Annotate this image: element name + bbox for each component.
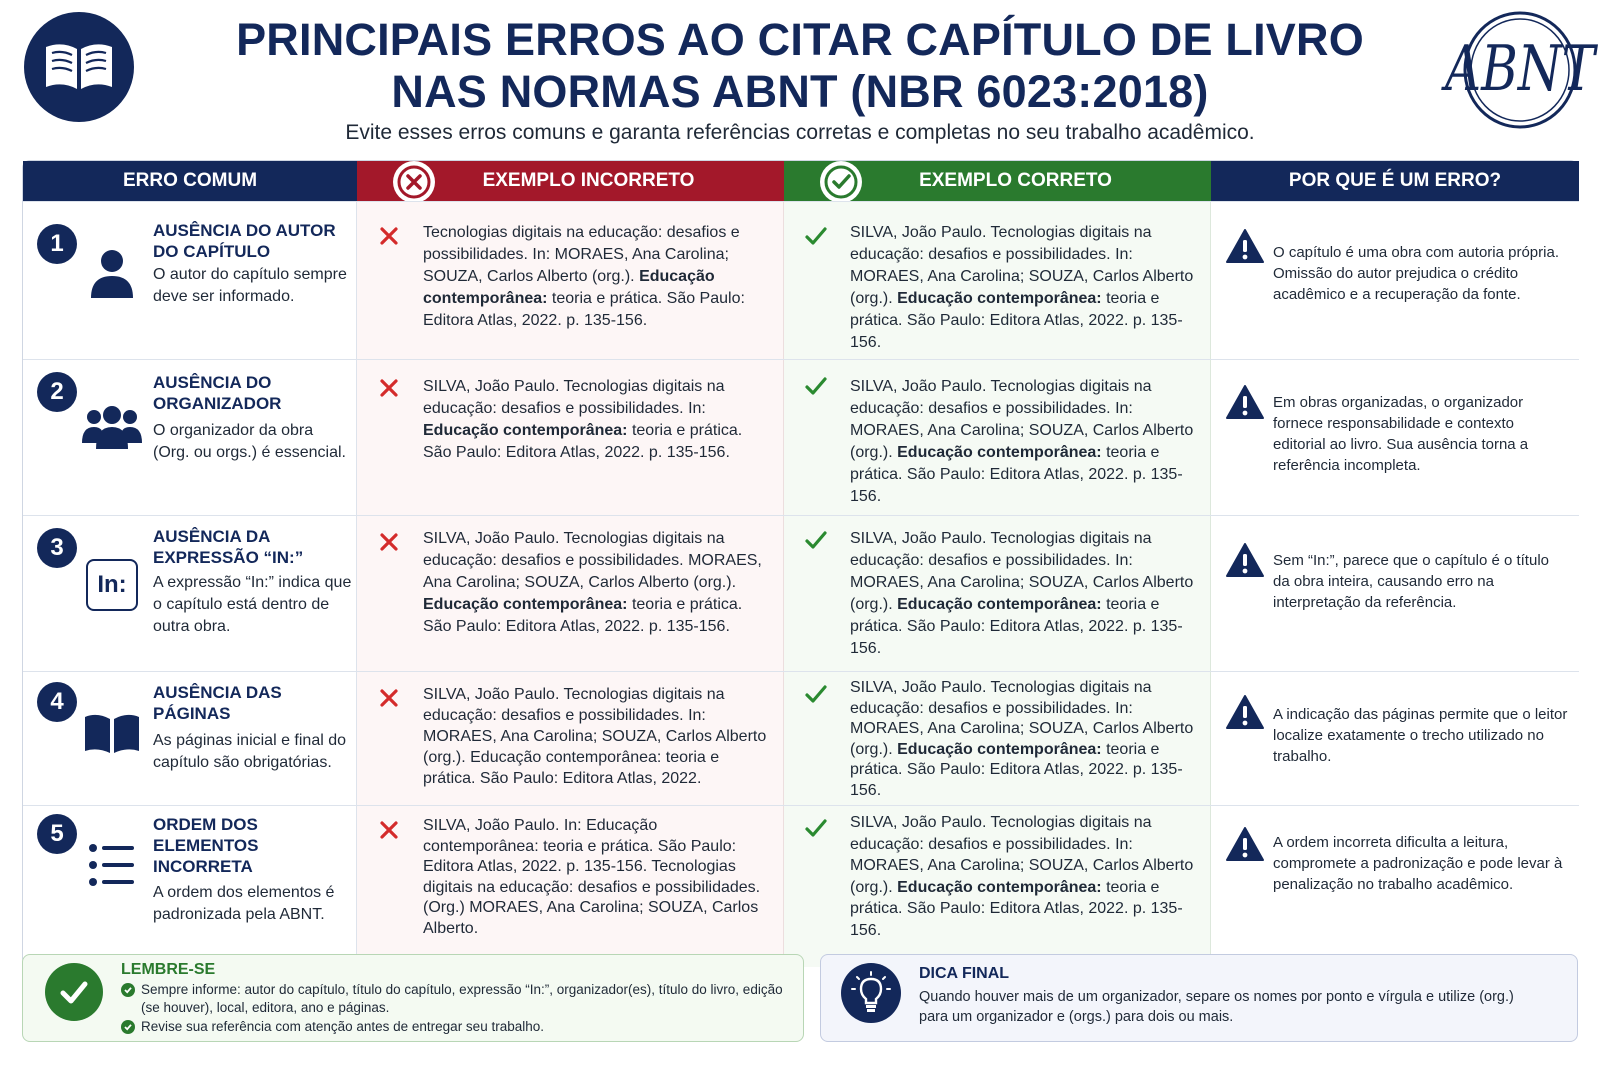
why-text: Em obras organizadas, o organizador fornece responsabilidade e contexto editorial ao livro. Sua ausência torna a referência incompleta. (1273, 394, 1529, 474)
column-header-correto: EXEMPLO CORRETO (784, 161, 1211, 201)
warning-icon (1225, 826, 1265, 862)
check-circle-icon (820, 161, 862, 203)
incorrect-example-cell (357, 360, 784, 515)
reference-segment: SILVA, João Paulo. Tecnologias digitais na educação: desafios e possibilidades. MORAES, Ana Carolina; SOUZA, Carlos Alberto (org.). (423, 530, 762, 591)
book-icon (81, 702, 143, 764)
in-icon: In: (81, 554, 143, 616)
correct-example-text (850, 812, 1200, 941)
correct-example-text (850, 528, 1200, 660)
reference-segment: teoria e prática. São Paulo: Editora Atlas, 2022. p. 135-156. (423, 290, 745, 329)
check-bullet-icon (121, 1020, 135, 1034)
book-title-bold: Educação contemporânea: (897, 740, 1102, 758)
incorrect-example-text (423, 222, 773, 332)
reference-segment: teoria e prática. São Paulo: Editora Atlas, 2022. p. 135-156. (423, 596, 743, 635)
row-number: 1 (37, 224, 77, 264)
why-text: Sem “In:”, parece que o capítulo é o título da obra inteira, causando erro na interpretação da referência. (1273, 552, 1549, 611)
reference-segment: SILVA, João Paulo. Tecnologias digitais na educação: desafios e possibilidades. In: MORAES, Ana Carolina; SOUZA, Carlos Alberto (org.). (850, 530, 1194, 613)
error-description: O autor do capítulo sempre deve ser informado. (153, 266, 347, 305)
table-row (23, 359, 1579, 515)
table-header (23, 161, 1579, 201)
column-header-incorreto: EXEMPLO INCORRETO (357, 161, 784, 201)
error-description: O organizador da obra (Org. ou orgs.) é essencial. (153, 422, 346, 461)
abnt-logo (1445, 10, 1595, 130)
remember-item: Sempre informe: autor do capítulo, título do capítulo, expressão “In:”, organizador(es), título do livro, edição (se houver), local, editora, ano e páginas. (121, 981, 791, 1017)
header-book-logo (24, 12, 134, 122)
reference-segment: teoria e prática. São Paulo: Editora Atlas, 2022. p. 135-156. (850, 596, 1183, 657)
correct-example-cell (784, 516, 1211, 671)
book-title-bold: Educação contemporânea: (423, 422, 628, 439)
reference-segment: SILVA, João Paulo. Tecnologias digitais na educação: desafios e possibilidades. In: MORAES, Ana Carolina; SOUZA, Carlos Alberto (org.). Educação contemporânea: teoria e prática. São Paulo: Editora Atlas, 2022. (423, 686, 767, 787)
incorrect-example-text (423, 376, 773, 464)
check-mark-icon (804, 682, 828, 706)
final-tip-box (820, 954, 1578, 1042)
reference-segment: SILVA, João Paulo. Tecnologias digitais na educação: desafios e possibilidades. In: MORAES, Ana Carolina; SOUZA, Carlos Alberto (org.). (850, 224, 1194, 307)
why-text: A indicação das páginas permite que o leitor localize exatamente o trecho utilizado no trabalho. (1273, 706, 1568, 765)
why-cell (1211, 806, 1579, 967)
open-book-icon (42, 37, 116, 97)
table-row (23, 201, 1579, 359)
table-row (23, 671, 1579, 805)
column-header-erro: ERRO COMUM (23, 161, 357, 201)
x-mark-icon (377, 530, 401, 554)
title-line-1: PRINCIPAIS ERROS AO CITAR CAPÍTULO DE LIVRO (236, 14, 1364, 65)
abnt-logo-text: ABNT (1445, 32, 1595, 106)
error-description: A ordem dos elementos é padronizada pela ABNT. (153, 884, 335, 923)
reference-segment: Tecnologias digitais na educação: desafios e possibilidades. In: MORAES, Ana Carolina; SOUZA, Carlos Alberto (org.). (423, 224, 740, 285)
why-text: A ordem incorreta dificulta a leitura, compromete a padronização e pode levar à penalização no trabalho acadêmico. (1273, 834, 1563, 893)
book-title-bold: Educação contemporânea: (897, 290, 1102, 307)
correct-example-text (850, 678, 1200, 801)
remember-box (22, 954, 804, 1042)
reference-segment: teoria e prática. São Paulo: Editora Atlas, 2022. p. 135-156. (423, 422, 743, 461)
erro-cell (23, 516, 357, 671)
reference-segment: teoria e prática. São Paulo: Editora Atlas, 2022. p. 135-156. (850, 740, 1183, 799)
incorrect-example-cell (357, 806, 784, 967)
column-header-porque: POR QUE É UM ERRO? (1211, 161, 1579, 201)
list-icon (81, 834, 143, 896)
check-mark-icon (804, 816, 828, 840)
x-mark-icon (377, 818, 401, 842)
error-title: ORDEM DOS ELEMENTOS INCORRETA (153, 815, 259, 876)
incorrect-example-text (423, 816, 773, 939)
incorrect-example-cell (357, 202, 784, 359)
person-icon (81, 242, 143, 304)
row-number: 3 (37, 528, 77, 568)
warning-icon (1225, 694, 1265, 730)
tip-title: DICA FINAL (919, 965, 1010, 982)
why-cell (1211, 516, 1579, 671)
row-number: 5 (37, 814, 77, 854)
errors-table (22, 160, 1578, 966)
x-mark-icon (377, 376, 401, 400)
reference-segment: SILVA, João Paulo. Tecnologias digitais na educação: desafios e possibilidades. In: MORAES, Ana Carolina; SOUZA, Carlos Alberto (org.). (850, 679, 1194, 758)
reference-segment: teoria e prática. São Paulo: Editora Atlas, 2022. p. 135-156. (850, 444, 1183, 505)
correct-example-text (850, 222, 1200, 354)
remember-title: LEMBRE-SE (121, 961, 216, 978)
row-number: 4 (37, 682, 77, 722)
incorrect-example-text (423, 528, 773, 638)
warning-icon (1225, 542, 1265, 578)
warning-icon (1225, 384, 1265, 420)
erro-cell (23, 806, 357, 967)
table-row (23, 515, 1579, 671)
page-title (150, 14, 1450, 118)
erro-cell (23, 672, 357, 805)
erro-cell (23, 360, 357, 515)
reference-segment: SILVA, João Paulo. Tecnologias digitais na educação: desafios e possibilidades. In: MORAES, Ana Carolina; SOUZA, Carlos Alberto (org.). (850, 814, 1194, 896)
reference-segment: SILVA, João Paulo. Tecnologias digitais na educação: desafios e possibilidades. In: (423, 378, 725, 417)
row-number: 2 (37, 372, 77, 412)
correct-example-text (850, 376, 1200, 508)
check-mark-icon (804, 374, 828, 398)
correct-example-cell (784, 806, 1211, 967)
correct-example-cell (784, 360, 1211, 515)
page-subtitle: Evite esses erros comuns e garanta referências corretas e completas no seu trabalho acadêmico. (345, 121, 1255, 144)
book-title-bold: Educação contemporânea: (423, 268, 715, 307)
error-title: AUSÊNCIA DO ORGANIZADOR (153, 373, 282, 413)
x-mark-icon (377, 686, 401, 710)
error-title: AUSÊNCIA DO AUTOR DO CAPÍTULO (153, 221, 336, 261)
reference-segment: SILVA, João Paulo. Tecnologias digitais na educação: desafios e possibilidades. In: MORAES, Ana Carolina; SOUZA, Carlos Alberto (org.). (850, 378, 1194, 461)
lightbulb-icon (841, 963, 901, 1023)
book-title-bold: Educação contemporânea: (423, 596, 628, 613)
why-cell (1211, 202, 1579, 359)
reference-segment: teoria e prática. São Paulo: Editora Atlas, 2022. p. 135-156. (850, 878, 1183, 939)
x-mark-icon (377, 224, 401, 248)
book-title-bold: Educação contemporânea: (897, 878, 1102, 896)
book-title-bold: Educação contemporânea: (897, 596, 1102, 613)
why-text: O capítulo é uma obra com autoria própria. Omissão do autor prejudica o crédito acadêmico e a recuperação da fonte. (1273, 244, 1559, 303)
why-cell (1211, 672, 1579, 805)
warning-icon (1225, 228, 1265, 264)
error-title: AUSÊNCIA DAS PÁGINAS (153, 683, 282, 723)
incorrect-example-text (423, 684, 773, 789)
incorrect-example-cell (357, 672, 784, 805)
why-cell (1211, 360, 1579, 515)
reference-segment: SILVA, João Paulo. In: Educação contemporânea: teoria e prática. São Paulo: Editora Atlas, 2022. p. 135-156. Tecnologias digitais na educação: desafios e possibilidades. (Org.) MORAES, Ana Carolina; SOUZA, Carlos Alberto. (423, 817, 761, 937)
group-icon (81, 396, 143, 458)
error-title: AUSÊNCIA DA EXPRESSÃO “IN:” (153, 527, 304, 567)
x-circle-icon (393, 161, 435, 203)
check-mark-icon (804, 528, 828, 552)
check-mark-icon (804, 224, 828, 248)
tip-text: Quando houver mais de um organizador, separe os nomes por ponto e vírgula e utilize (org.) para um organizador e (orgs.) para dois ou mais. (919, 989, 1514, 1025)
error-description: As páginas inicial e final do capítulo são obrigatórias. (153, 732, 347, 771)
error-description: A expressão “In:” indica que o capítulo está dentro de outra obra. (153, 574, 352, 635)
correct-example-cell (784, 202, 1211, 359)
remember-item: Revise sua referência com atenção antes de entregar seu trabalho. (121, 1018, 791, 1036)
correct-example-cell (784, 672, 1211, 805)
table-row (23, 805, 1579, 967)
check-bullet-icon (121, 983, 135, 997)
title-line-2: NAS NORMAS ABNT (NBR 6023:2018) (391, 66, 1209, 117)
book-title-bold: Educação contemporânea: (897, 444, 1102, 461)
erro-cell (23, 202, 357, 359)
reference-segment: teoria e prática. São Paulo: Editora Atlas, 2022. p. 135-156. (850, 290, 1183, 351)
incorrect-example-cell (357, 516, 784, 671)
check-circle-icon (45, 963, 103, 1021)
